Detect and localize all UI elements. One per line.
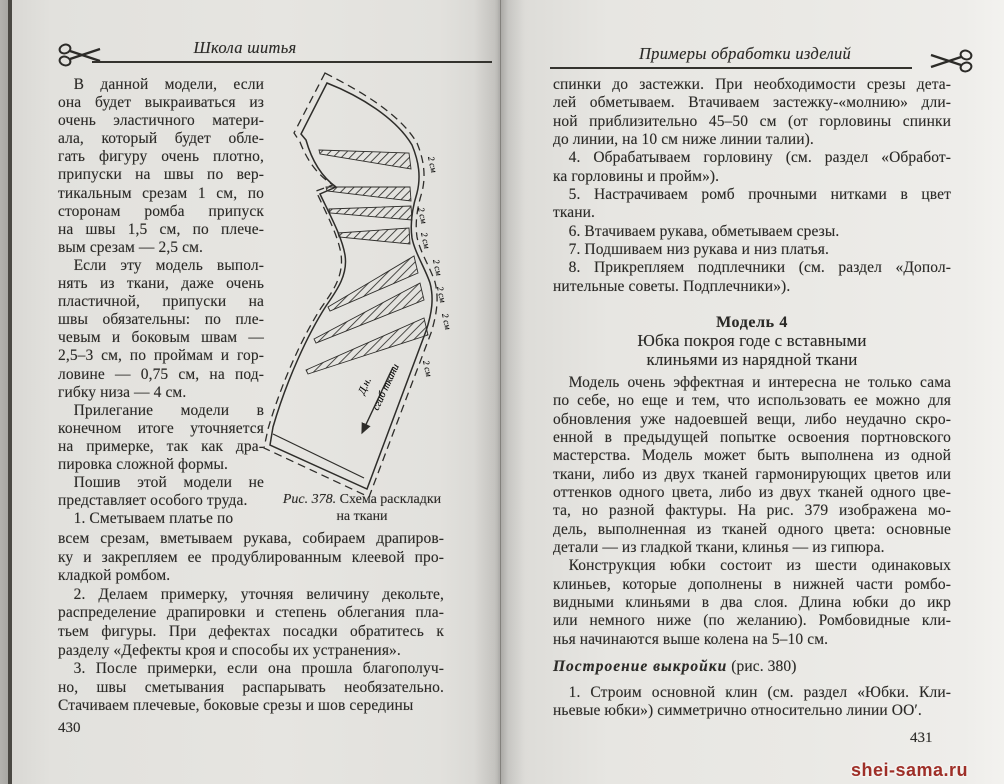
allowance-label: 2 см <box>416 206 430 225</box>
text-line: она будет выкраиваться из <box>58 94 264 112</box>
right-top-text <box>553 76 951 296</box>
text-line: ловине — 0,75 см, на под- <box>58 365 264 383</box>
text-line: распределение драпировки и степень облегания пла- <box>58 604 444 622</box>
text-line: кладкой ромбом. <box>58 567 171 585</box>
figure-caption: Рис. 378. Схема раскладки на ткани <box>282 492 442 524</box>
allowance-label: 2 см <box>426 155 440 174</box>
text-line: ткани, либо из двух тканей гармонирующих цветов или <box>553 465 951 483</box>
text-line: та, но разной фактуры. На рис. 379 изображена мо- <box>553 502 951 520</box>
drape-wedge <box>319 150 411 169</box>
grain-label: Д.н. <box>356 376 374 397</box>
allowance-label: 2 см <box>440 312 454 331</box>
text-line: оттенков одного цвета, либо из двух тканей одного цве- <box>553 484 951 502</box>
text-line: лей обметываем. Втачиваем застежку-«молнию» дли- <box>553 94 951 112</box>
text-line: енной в предыдущей попытке освоения портновского <box>553 429 951 447</box>
text-line: 5. Настрачиваем ромб прочными нитками в цвет <box>553 186 951 204</box>
right-main-text <box>553 374 951 649</box>
text-line: нья начинаются выше колена на 5–10 см. <box>553 630 829 648</box>
text-line: ньевые юбки») симметрично относительно линии ОО′. <box>553 702 922 720</box>
text-line: 1. Строим основной клин (см. раздел «Юбки. Кли- <box>553 684 951 701</box>
text-line: ной приблизительно 45–50 см (от горловины спинки <box>553 112 951 130</box>
text-line: 6. Втачиваем рукава, обметываем срезы. <box>553 222 840 240</box>
text-line: ку и закрепляем ее продублированным клеевой про- <box>58 548 444 566</box>
allowance-label: 2 см <box>435 285 449 304</box>
text-line: швы обязательны: по пле- <box>58 311 264 329</box>
text-line: до линии, на 10 см ниже линии талии). <box>553 131 814 149</box>
text-line: спинки до застежки. При необходимости срезы дета- <box>553 76 951 93</box>
text-line: нять из ткани, даже очень <box>58 275 264 293</box>
text-line: всем срезам, вметываем рукава, собираем драпиров- <box>58 530 444 547</box>
right-bottom-text <box>553 684 951 721</box>
text-line: Прилегание модели в <box>58 401 264 419</box>
drape-wedge <box>329 206 412 220</box>
text-line: тьем фигуры. При дефектах посадки обратитесь к <box>58 622 444 640</box>
text-line: вым срезам — 2,5 см. <box>58 238 203 256</box>
text-line: нительные советы. Подплечники»). <box>553 277 791 295</box>
right-running-header: Примеры обработки изделий <box>638 44 852 63</box>
text-line: видными клиньями в два слоя. Длина юбки до икр <box>553 594 951 612</box>
text-line: на швы 1,5 см, по плече- <box>58 220 264 238</box>
text-line: Стачиваем плечевые, боковые срезы и шов середины <box>58 697 414 715</box>
text-line: 7. Подшиваем низ рукава и низ платья. <box>553 241 830 259</box>
text-line: ткани. <box>553 204 596 222</box>
drape-wedge <box>326 187 411 201</box>
text-line: гибку низа — 4 см. <box>58 383 187 401</box>
text-line: тикальным срезам 1 см, по <box>58 184 264 202</box>
text-line: 8. Прикрепляем подплечники (см. раздел «Допол- <box>553 259 951 277</box>
text-line: 2. Делаем примерку, уточняя величину декольте, <box>58 585 444 603</box>
right-page-number: 431 <box>910 730 933 746</box>
site-watermark: shei-sama.ru <box>851 760 969 780</box>
text-line: сторонам ромба припуск <box>58 202 264 220</box>
text-line: обновления уже надоевшей вещи, либо неудачно скро- <box>553 410 951 428</box>
drape-wedge <box>306 318 428 374</box>
text-line: на примерке, так как дра- <box>58 437 264 455</box>
left-column-text <box>58 76 264 528</box>
text-line: или немного ниже (по желанию). Ромбовидные кли- <box>553 612 951 630</box>
text-line: ала, который будет обле- <box>58 130 264 148</box>
text-line: Если эту модель выпол- <box>58 256 264 274</box>
left-page-number: 430 <box>58 720 81 736</box>
text-line: ка горловины и пройм»). <box>553 167 720 185</box>
text-line: детали — из гладкой ткани, клинья — из гипюра. <box>553 539 885 557</box>
right-header-rule <box>550 67 912 69</box>
text-line: клиньями из нарядной ткани <box>646 349 858 369</box>
text-line: разделу «Дефекты кроя и способы их устранения». <box>58 641 401 659</box>
pattern-layout-figure <box>260 70 505 497</box>
text-line: чевым и боковым швам — <box>58 329 264 347</box>
scissors-icon <box>58 40 104 75</box>
text-line: 4. Обрабатываем горловину (см. раздел «Обработ- <box>553 149 951 167</box>
text-line: 3. После примерки, если она прошла благополуч- <box>58 660 444 678</box>
allowance-label: 2 см <box>419 231 433 250</box>
text-line: представляет особого труда. <box>58 492 248 510</box>
left-bottom-text <box>58 530 444 716</box>
allowance-label: 2 см <box>431 258 445 277</box>
text-line: Конструкция юбки состоит из шести одинаковых <box>553 557 951 575</box>
model-heading: Модель 4 <box>716 314 788 331</box>
text-line: 1. Сметываем платье по <box>58 510 234 528</box>
text-line: по себе, но еще и тем, что использовать ее можно для <box>553 392 951 410</box>
book-edge-line <box>8 0 12 784</box>
text-line: В данной модели, если <box>58 76 264 93</box>
text-line: Пошив этой модели не <box>58 474 264 492</box>
model-title <box>553 332 951 369</box>
allowance-label: 2 см <box>421 359 435 378</box>
text-line: мастерства. Модель может быть выполнена из одной <box>553 447 951 465</box>
book-edge <box>0 0 8 784</box>
text-line: конечном итоге уточняется <box>58 419 264 437</box>
text-line: дель, выполненная из тканей одного цвета: основные <box>553 520 951 538</box>
drape-wedge <box>338 228 410 244</box>
text-line: припуски на швы по вер- <box>58 166 264 184</box>
text-line: Модель очень эффектная и интересна не только сама <box>553 374 951 391</box>
text-line: пировка сложной формы. <box>58 455 228 473</box>
section-subheading: Построение выкройки (рис. 380) <box>553 658 797 675</box>
text-line: пластичной, припуски на <box>58 293 264 311</box>
text-line: очень эластичного матери- <box>58 112 264 130</box>
text-line: гать фигуру очень плотно, <box>58 148 264 166</box>
left-running-header: Школа шитья <box>193 38 297 57</box>
text-line: Юбка покроя годе с вставными <box>637 331 867 350</box>
fold-label: сгиб ткани <box>370 362 402 413</box>
hem-line <box>273 434 364 478</box>
left-header-rule <box>92 61 492 63</box>
text-line: но, швы сметывания распарывать необязательно. <box>58 678 444 696</box>
text-line: клиньев, которые дополнены в нижней части ромбо- <box>553 575 951 593</box>
text-line: 2,5–3 см, по проймам и гор- <box>58 347 264 365</box>
